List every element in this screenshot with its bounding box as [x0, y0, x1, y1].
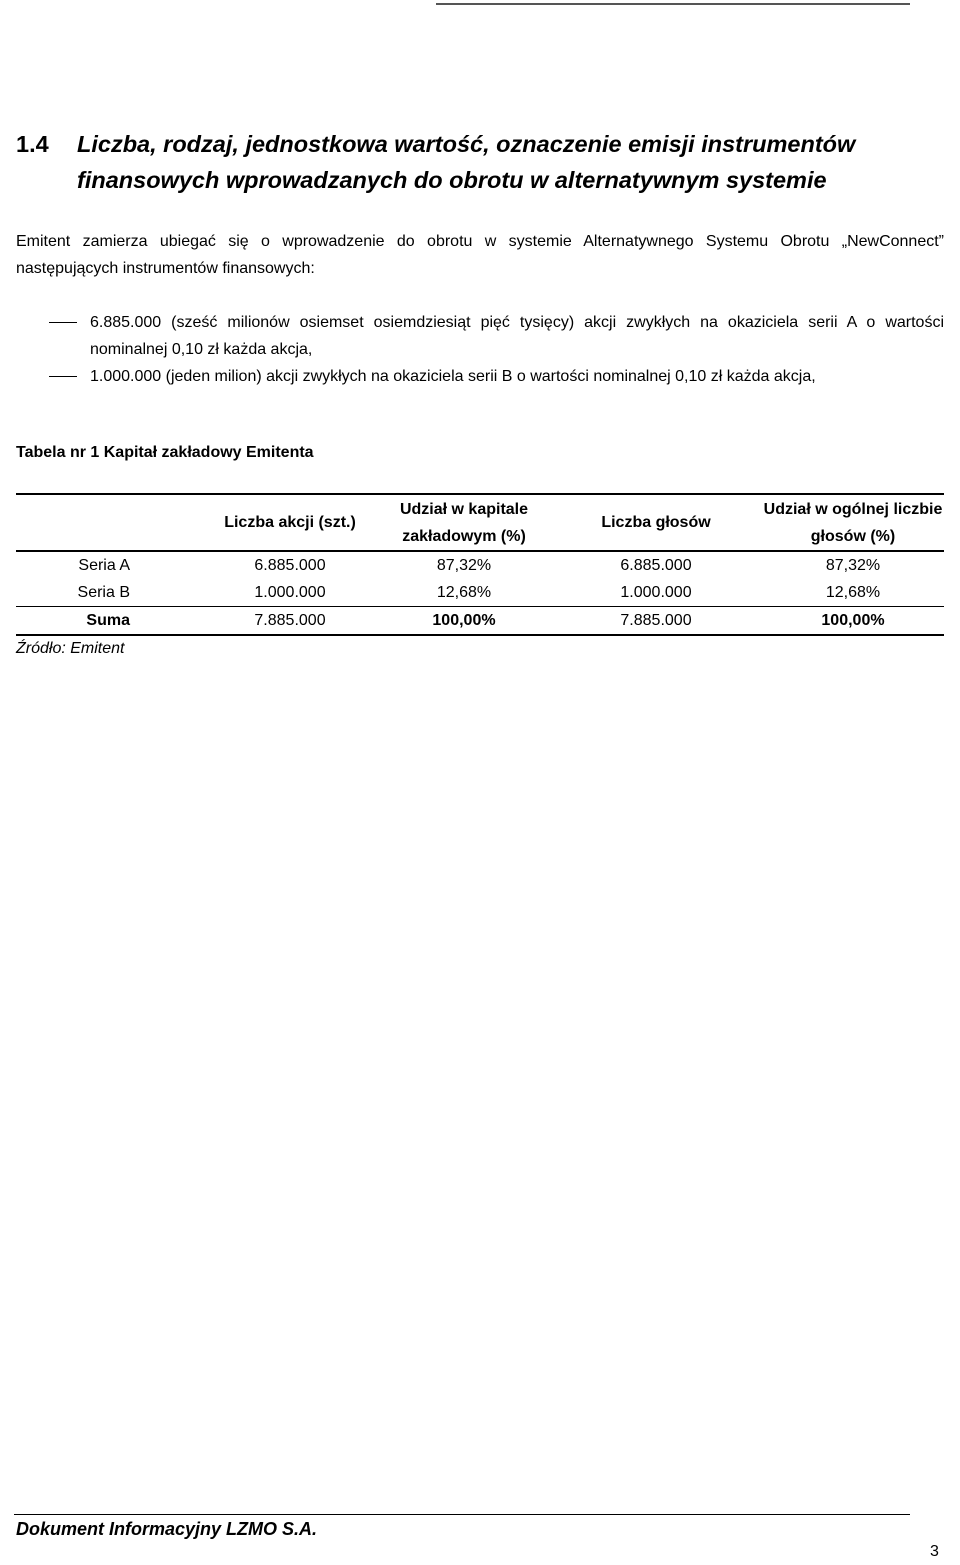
- table-cell: 1.000.000: [254, 584, 326, 601]
- header-cell: Liczba akcji (szt.): [224, 514, 356, 531]
- instrument-list: [16, 309, 944, 390]
- list-item: [16, 309, 944, 363]
- table-cell: 87,32%: [436, 557, 492, 574]
- row-label: Seria A: [78, 557, 130, 574]
- total-cell: 7.885.000: [620, 612, 692, 629]
- header-rule: [436, 3, 910, 5]
- total-cell: 100,00%: [821, 612, 885, 629]
- section-title: Liczba, rodzaj, jednostkowa wartość, oznaczenie emisji instrumentów finansowych wprowadzanych do obrotu w alternatywnym systemie: [77, 131, 856, 193]
- total-cell: 100,00%: [432, 612, 496, 629]
- list-item: [16, 363, 944, 390]
- intro-paragraph: Emitent zamierza ubiegać się o wprowadzenie do obrotu w systemie Alternatywnego Systemu Obrotu „NewConnect” następujących instrumentów finansowych:: [16, 233, 944, 277]
- table-total-row: [16, 607, 944, 636]
- table-cell: 6.885.000: [620, 557, 692, 574]
- total-cell: 7.885.000: [254, 612, 326, 629]
- page-number: 3: [930, 1543, 939, 1560]
- table-source: Źródło: Emitent: [16, 640, 125, 657]
- table-cell: 6.885.000: [254, 557, 326, 574]
- row-label: Seria B: [77, 584, 130, 601]
- total-label: Suma: [86, 612, 130, 629]
- table-cell: 12,68%: [436, 584, 492, 601]
- table-cell: 87,32%: [825, 557, 881, 574]
- table-row: [16, 551, 944, 579]
- dash-icon: [49, 322, 77, 323]
- footer-rule: [14, 1514, 910, 1515]
- table-row: [16, 579, 944, 607]
- list-item-text: 1.000.000 (jeden milion) akcji zwykłych na okaziciela serii B o wartości nominalnej 0,10 zł każda akcja,: [90, 368, 816, 385]
- header-cell: Udział w kapitale zakładowym (%): [399, 500, 529, 545]
- table-title: Tabela nr 1 Kapitał zakładowy Emitenta: [16, 444, 314, 461]
- footer-title: Dokument Informacyjny LZMO S.A.: [16, 1519, 318, 1539]
- list-item-text: 6.885.000 (sześć milionów osiemset osiemdziesiąt pięć tysięcy) akcji zwykłych na okaziciela serii A o wartości nominalnej 0,10 zł każda akcja,: [90, 314, 944, 358]
- header-cell: Liczba głosów: [601, 514, 711, 531]
- header-cell: [16, 494, 202, 551]
- section-heading: [16, 126, 926, 198]
- header-cell: Udział w ogólnej liczbie głosów (%): [763, 500, 943, 545]
- dash-icon: [49, 376, 77, 377]
- section-number: 1.4: [16, 131, 49, 157]
- share-capital-table: [16, 493, 944, 636]
- table-header-row: [16, 494, 944, 551]
- table-cell: 1.000.000: [620, 584, 692, 601]
- table-cell: 12,68%: [825, 584, 881, 601]
